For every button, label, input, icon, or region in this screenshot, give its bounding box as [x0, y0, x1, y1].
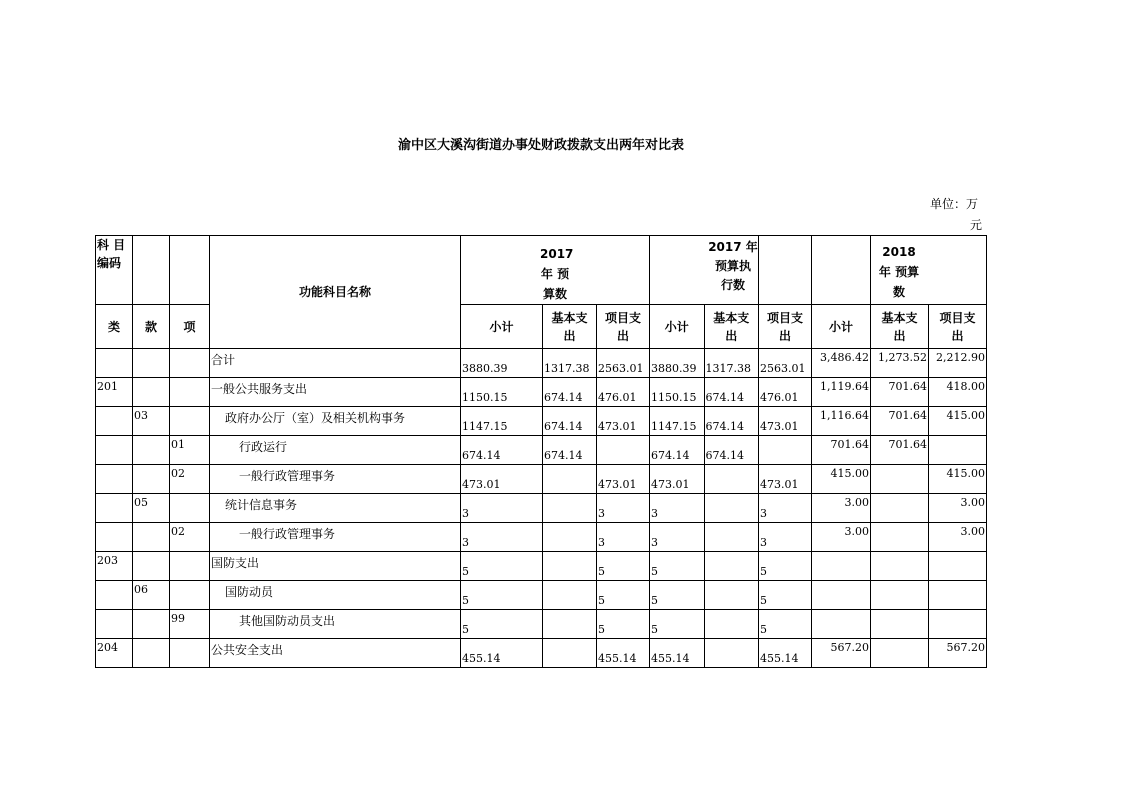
execution-2017-subtotal-cell: 3 — [650, 523, 705, 552]
basic-header: 基本支 出 — [704, 305, 759, 349]
budget-2018-subtotal-cell — [812, 610, 871, 639]
table-row — [96, 639, 987, 668]
lei-code-cell — [96, 407, 133, 436]
execution-2017-basic-cell — [704, 494, 759, 523]
execution-2017-basic-cell — [704, 639, 759, 668]
execution-2017-project-cell: 5 — [759, 610, 812, 639]
budget-2018-subtotal-cell: 415.00 — [812, 465, 871, 494]
basic-header: 基本支 出 — [543, 305, 597, 349]
budget-2017-subtotal-cell: 473.01 — [461, 465, 543, 494]
execution-2017-basic-cell: 674.14 — [704, 378, 759, 407]
budget-2017-project-cell: 2563.01 — [597, 349, 650, 378]
kuan-code-cell — [133, 639, 170, 668]
execution-2017-basic-cell — [704, 581, 759, 610]
budget-2018-subtotal-cell: 701.64 — [812, 436, 871, 465]
project-header: 项目支 出 — [929, 305, 987, 349]
budget-2018-project-cell: 418.00 — [929, 378, 987, 407]
budget-2018-subtotal-cell: 1,119.64 — [812, 378, 871, 407]
unit-label: 单位：万 — [930, 197, 979, 211]
kuan-code-cell — [133, 378, 170, 407]
table-row — [96, 610, 987, 639]
budget-2018-project-cell — [929, 581, 987, 610]
table-row — [96, 465, 987, 494]
lei-code-cell — [96, 610, 133, 639]
budget-2017-project-cell: 5 — [597, 610, 650, 639]
name-header: 功能科目名称 — [210, 236, 461, 349]
execution-2017-basic-cell: 1317.38 — [704, 349, 759, 378]
budget-2018-subtotal-cell: 1,116.64 — [812, 407, 871, 436]
table-row — [96, 349, 987, 378]
item-name-cell: 政府办公厅（室）及相关机构事务 — [210, 407, 461, 436]
budget-2018-subtotal-cell: 3,486.42 — [812, 349, 871, 378]
execution-2017-basic-cell — [704, 552, 759, 581]
budget-2017-subtotal-cell: 674.14 — [461, 436, 543, 465]
execution-2017-subtotal-cell: 5 — [650, 581, 705, 610]
kuan-code-cell — [133, 552, 170, 581]
execution-2017-subtotal-cell: 473.01 — [650, 465, 705, 494]
lei-code-cell: 203 — [96, 552, 133, 581]
budget-2017-subtotal-cell: 1150.15 — [461, 378, 543, 407]
budget-2018-basic-cell — [871, 465, 929, 494]
xiang-code-cell — [170, 349, 210, 378]
execution-2017-subtotal-cell: 3880.39 — [650, 349, 705, 378]
blank-header-cell — [170, 236, 210, 305]
budget-2018-basic-cell — [871, 552, 929, 581]
execution-2017-subtotal-cell: 1150.15 — [650, 378, 705, 407]
execution-2017-subtotal-cell: 5 — [650, 552, 705, 581]
lei-code-cell — [96, 523, 133, 552]
budget-2017-project-cell: 5 — [597, 552, 650, 581]
table-row — [96, 581, 987, 610]
subtotal-header: 小计 — [650, 305, 705, 349]
lei-code-cell — [96, 581, 133, 610]
execution-2017-basic-cell — [704, 465, 759, 494]
execution-2017-project-cell: 2563.01 — [759, 349, 812, 378]
budget-2017-project-cell: 3 — [597, 523, 650, 552]
budget-2017-basic-cell — [543, 610, 597, 639]
budget-2017-project-cell: 473.01 — [597, 407, 650, 436]
execution-2017-project-cell: 3 — [759, 494, 812, 523]
execution-2017-subtotal-cell: 674.14 — [650, 436, 705, 465]
budget-2017-subtotal-cell: 5 — [461, 552, 543, 581]
budget-2018-project-cell — [929, 436, 987, 465]
execution-2017-project-cell — [759, 436, 812, 465]
table-row — [96, 552, 987, 581]
item-name-cell: 其他国防动员支出 — [210, 610, 461, 639]
budget-2017-project-cell: 5 — [597, 581, 650, 610]
budget-2017-basic-cell: 674.14 — [543, 378, 597, 407]
execution-2017-subtotal-cell: 1147.15 — [650, 407, 705, 436]
kuan-header: 款 — [133, 305, 170, 349]
unit-label-cont: 元 — [970, 218, 983, 232]
execution-2017-basic-cell: 674.14 — [704, 436, 759, 465]
budget-2018-basic-cell: 1,273.52 — [871, 349, 929, 378]
table-row — [96, 378, 987, 407]
execution-2017-subtotal-cell: 3 — [650, 494, 705, 523]
item-name-cell: 公共安全支出 — [210, 639, 461, 668]
execution-2017-project-cell: 473.01 — [759, 407, 812, 436]
budget-2018-basic-cell — [871, 610, 929, 639]
xiang-code-cell — [170, 581, 210, 610]
project-header: 项目支 出 — [759, 305, 812, 349]
execution-2017-project-cell: 5 — [759, 581, 812, 610]
budget-2017-project-cell: 476.01 — [597, 378, 650, 407]
xiang-code-cell: 02 — [170, 465, 210, 494]
lei-code-cell: 204 — [96, 639, 133, 668]
budget-2018-basic-cell — [871, 639, 929, 668]
item-name-cell: 一般行政管理事务 — [210, 523, 461, 552]
code-group-header: 科 目 编码 — [96, 236, 133, 305]
budget-2018-project-cell: 3.00 — [929, 494, 987, 523]
budget-2018-basic-cell — [871, 581, 929, 610]
item-name-cell: 国防支出 — [210, 552, 461, 581]
execution-2017-project-cell: 5 — [759, 552, 812, 581]
lei-code-cell — [96, 436, 133, 465]
budget-2017-basic-cell: 674.14 — [543, 436, 597, 465]
kuan-code-cell: 05 — [133, 494, 170, 523]
budget-comparison-table — [95, 235, 987, 668]
project-header: 项目支 出 — [597, 305, 650, 349]
execution-2017-subtotal-cell: 455.14 — [650, 639, 705, 668]
budget-2017-subtotal-cell: 3 — [461, 494, 543, 523]
basic-header: 基本支 出 — [871, 305, 929, 349]
budget-2018-project-cell — [929, 610, 987, 639]
item-name-cell: 国防动员 — [210, 581, 461, 610]
kuan-code-cell: 06 — [133, 581, 170, 610]
execution-2017-basic-cell: 674.14 — [704, 407, 759, 436]
table-row — [96, 407, 987, 436]
budget-2018-subtotal-cell: 3.00 — [812, 494, 871, 523]
budget-2018-project-cell — [929, 552, 987, 581]
xiang-code-cell — [170, 494, 210, 523]
budget-2017-project-cell: 455.14 — [597, 639, 650, 668]
budget-2018-project-cell: 415.00 — [929, 465, 987, 494]
table-row — [96, 436, 987, 465]
budget-2017-basic-cell — [543, 552, 597, 581]
kuan-code-cell — [133, 523, 170, 552]
kuan-code-cell — [133, 610, 170, 639]
lei-code-cell — [96, 349, 133, 378]
budget-2017-basic-cell — [543, 581, 597, 610]
header-row-1 — [96, 236, 987, 305]
execution-2017-project-cell: 473.01 — [759, 465, 812, 494]
execution-2017-subtotal-cell: 5 — [650, 610, 705, 639]
execution-2017-header: 2017 年 预算执 行数 — [650, 236, 759, 305]
budget-2017-subtotal-cell: 3 — [461, 523, 543, 552]
budget-2018-project-cell: 567.20 — [929, 639, 987, 668]
budget-2017-basic-cell: 1317.38 — [543, 349, 597, 378]
lei-header: 类 — [96, 305, 133, 349]
subtotal-header: 小计 — [812, 305, 871, 349]
item-name-cell: 合计 — [210, 349, 461, 378]
xiang-code-cell — [170, 378, 210, 407]
kuan-code-cell: 03 — [133, 407, 170, 436]
execution-2017-basic-cell — [704, 523, 759, 552]
budget-2018-subtotal-cell — [812, 552, 871, 581]
xiang-code-cell — [170, 552, 210, 581]
page-title: 渝中区大溪沟街道办事处财政拨款支出两年对比表 — [397, 138, 684, 153]
item-name-cell: 一般公共服务支出 — [210, 378, 461, 407]
kuan-code-cell — [133, 349, 170, 378]
budget-2017-project-cell: 473.01 — [597, 465, 650, 494]
item-name-cell: 统计信息事务 — [210, 494, 461, 523]
execution-2017-project-cell: 476.01 — [759, 378, 812, 407]
execution-2017-project-cell: 3 — [759, 523, 812, 552]
budget-2018-subtotal-cell: 3.00 — [812, 523, 871, 552]
budget-2018-basic-cell: 701.64 — [871, 378, 929, 407]
xiang-code-cell: 99 — [170, 610, 210, 639]
budget-2017-basic-cell — [543, 465, 597, 494]
kuan-code-cell — [133, 465, 170, 494]
budget-2017-project-cell: 3 — [597, 494, 650, 523]
budget-2017-subtotal-cell: 455.14 — [461, 639, 543, 668]
blank-header-cell — [759, 236, 812, 305]
budget-2017-basic-cell: 674.14 — [543, 407, 597, 436]
xiang-code-cell — [170, 639, 210, 668]
budget-2018-project-cell: 3.00 — [929, 523, 987, 552]
budget-2018-basic-cell — [871, 523, 929, 552]
budget-2018-basic-cell: 701.64 — [871, 436, 929, 465]
lei-code-cell — [96, 465, 133, 494]
xiang-header: 项 — [170, 305, 210, 349]
xiang-code-cell: 01 — [170, 436, 210, 465]
blank-header-cell — [133, 236, 170, 305]
budget-2017-subtotal-cell: 5 — [461, 610, 543, 639]
kuan-code-cell — [133, 436, 170, 465]
budget-2017-subtotal-cell: 5 — [461, 581, 543, 610]
lei-code-cell — [96, 494, 133, 523]
budget-2017-subtotal-cell: 1147.15 — [461, 407, 543, 436]
budget-2017-basic-cell — [543, 639, 597, 668]
blank-header-cell — [812, 236, 871, 305]
budget-2017-project-cell — [597, 436, 650, 465]
budget-2017-basic-cell — [543, 494, 597, 523]
table-row — [96, 494, 987, 523]
budget-2018-project-cell: 415.00 — [929, 407, 987, 436]
budget-2017-subtotal-cell: 3880.39 — [461, 349, 543, 378]
budget-2018-header: 2018 年 预算数 — [871, 236, 987, 305]
xiang-code-cell — [170, 407, 210, 436]
table-row — [96, 523, 987, 552]
budget-2018-subtotal-cell — [812, 581, 871, 610]
execution-2017-basic-cell — [704, 610, 759, 639]
budget-2018-basic-cell: 701.64 — [871, 407, 929, 436]
budget-2018-subtotal-cell: 567.20 — [812, 639, 871, 668]
budget-2018-project-cell: 2,212.90 — [929, 349, 987, 378]
budget-2017-basic-cell — [543, 523, 597, 552]
item-name-cell: 一般行政管理事务 — [210, 465, 461, 494]
lei-code-cell: 201 — [96, 378, 133, 407]
item-name-cell: 行政运行 — [210, 436, 461, 465]
subtotal-header: 小计 — [461, 305, 543, 349]
budget-2018-basic-cell — [871, 494, 929, 523]
budget-2017-header: 2017 年 预算数 — [461, 236, 650, 305]
xiang-code-cell: 02 — [170, 523, 210, 552]
execution-2017-project-cell: 455.14 — [759, 639, 812, 668]
